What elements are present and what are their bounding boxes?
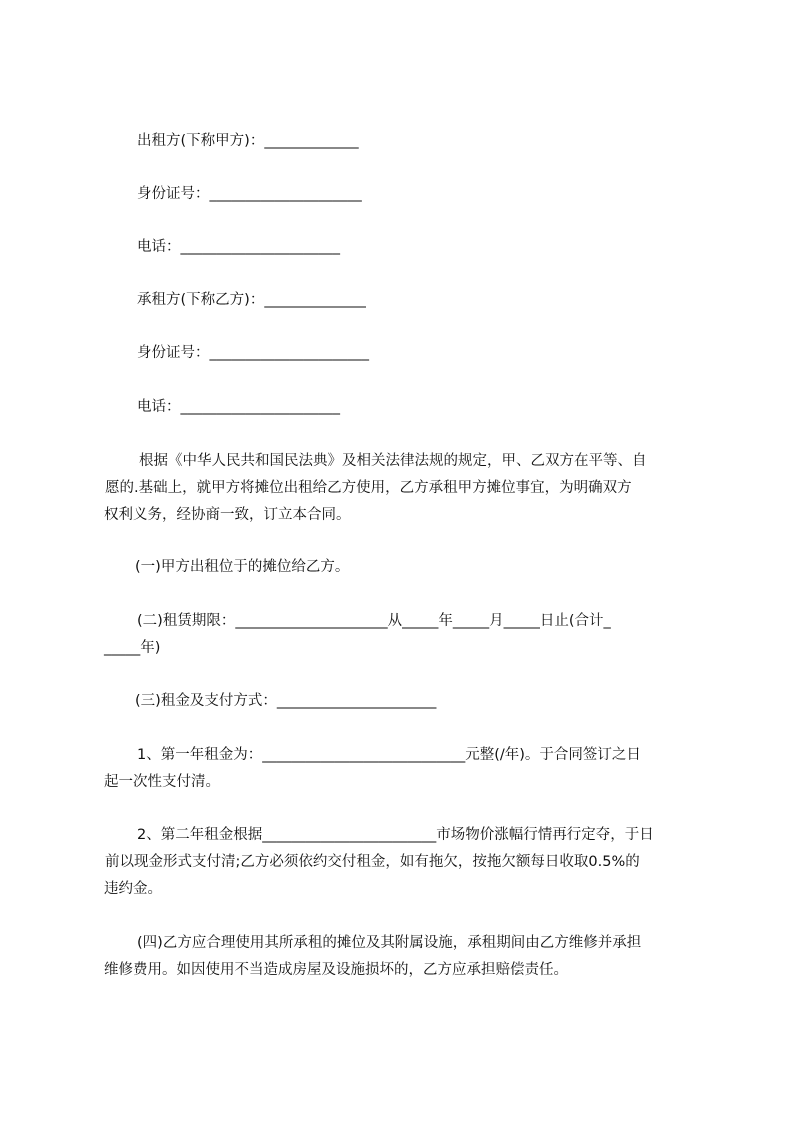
clause-2-line: _____年): [104, 640, 161, 656]
preamble-line: 权利义务，经协商一致，订立本合同。: [104, 507, 351, 523]
clause-3-2-line: 2、第二年租金根据________________________市场物价涨幅行情再行定夺，于日: [137, 827, 654, 843]
lessee-id-field: 身份证号：______________________: [137, 345, 369, 361]
clause-4-line: (四)乙方应合理使用其所承租的摊位及其附属设施，承租期间由乙方维修并承担: [137, 935, 642, 951]
lessee-field: 承租方(下称乙方)：______________: [137, 292, 366, 308]
clause-4-line: 维修费用。如因使用不当造成房屋及设施损坏的，乙方应承担赔偿责任。: [104, 962, 568, 978]
preamble-line: 愿的.基础上，就甲方将摊位出租给乙方使用，乙方承租甲方摊位事宜，为明确双方: [105, 480, 632, 496]
clause-2-line: (二)租赁期限：_____________________从_____年_____月_____日止(合计_: [137, 613, 611, 629]
clause-3-2-line: 违约金。: [104, 881, 162, 897]
clause-1: (一)甲方出租位于的摊位给乙方。: [135, 559, 350, 575]
lessor-id-field: 身份证号：_____________________: [137, 186, 362, 202]
clause-3-1-line: 起一次性支付清。: [104, 774, 220, 790]
clause-3: (三)租金及支付方式：______________________: [135, 693, 437, 709]
lessee-phone-field: 电话：______________________: [137, 399, 340, 415]
clause-3-1-line: 1、第一年租金为：____________________________元整(/年)。于合同签订之日: [137, 747, 641, 763]
lessor-phone-field: 电话：______________________: [137, 239, 340, 255]
preamble-line: 根据《中华人民共和国民法典》及相关法律法规的规定，甲、乙双方在平等、自: [139, 453, 647, 469]
clause-3-2-line: 前以现金形式支付清;乙方必须依约交付租金，如有拖欠，按拖欠额每日收取0.5%的: [105, 854, 640, 870]
lessor-field: 出租方(下称甲方)：_____________: [137, 133, 359, 149]
